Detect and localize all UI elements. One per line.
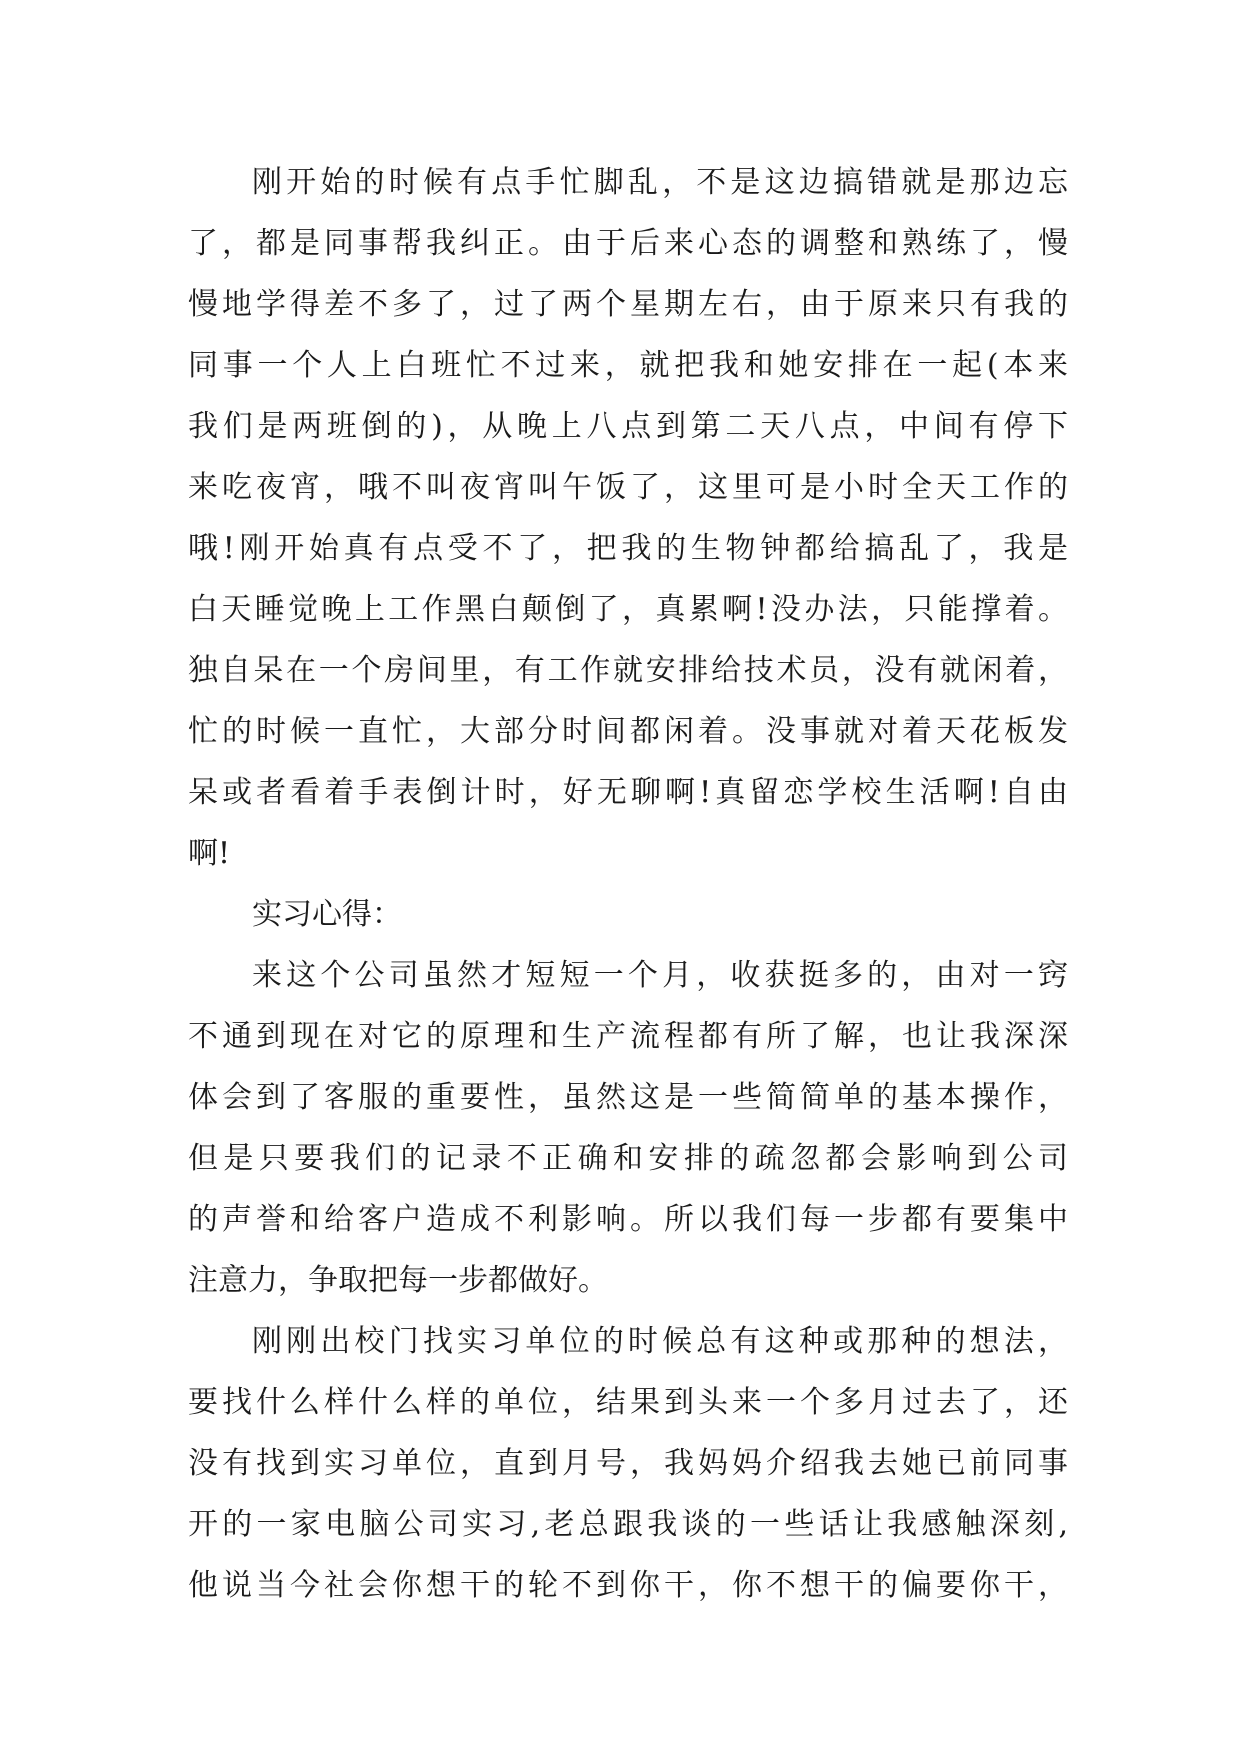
text-line: 独自呆在一个房间里，有工作就安排给技术员，没有就闲着， — [188, 653, 1068, 688]
text-line: 了，都是同事帮我纠正。由于后来心态的调整和熟练了，慢 — [188, 226, 1068, 261]
text-line: 呆或者看着手表倒计时，好无聊啊!真留恋学校生活啊!自由 — [188, 775, 1068, 810]
text-line: 但是只要我们的记录不正确和安排的疏忽都会影响到公司 — [188, 1141, 1068, 1176]
text-line: 同事一个人上白班忙不过来，就把我和她安排在一起(本来 — [188, 348, 1068, 383]
text-line: 啊! — [188, 836, 231, 871]
document-body — [188, 152, 1068, 1616]
text-line: 不通到现在对它的原理和生产流程都有所了解，也让我深深 — [188, 1019, 1068, 1054]
text-line: 刚开始的时候有点手忙脚乱，不是这边搞错就是那边忘 — [252, 165, 1068, 200]
text-line: 他说当今社会你想干的轮不到你干，你不想干的偏要你干， — [188, 1568, 1068, 1603]
text-line: 哦!刚开始真有点受不了，把我的生物钟都给搞乱了，我是 — [188, 531, 1068, 566]
text-line: 慢地学得差不多了，过了两个星期左右，由于原来只有我的 — [188, 287, 1068, 322]
text-line: 开的一家电脑公司实习,老总跟我谈的一些话让我感触深刻, — [188, 1507, 1068, 1542]
text-line: 实习心得： — [252, 897, 402, 932]
text-line: 体会到了客服的重要性，虽然这是一些简简单的基本操作， — [188, 1080, 1068, 1115]
text-line: 的声誉和给客户造成不利影响。所以我们每一步都有要集中 — [188, 1202, 1068, 1237]
text-line: 没有找到实习单位，直到月号，我妈妈介绍我去她已前同事 — [188, 1446, 1068, 1481]
text-line: 来这个公司虽然才短短一个月，收获挺多的，由对一窍 — [252, 958, 1068, 993]
text-line: 白天睡觉晚上工作黑白颠倒了，真累啊!没办法，只能撑着。 — [188, 592, 1068, 627]
text-line: 我们是两班倒的)，从晚上八点到第二天八点，中间有停下 — [188, 409, 1068, 444]
text-line: 忙的时候一直忙，大部分时间都闲着。没事就对着天花板发 — [188, 714, 1068, 749]
text-line: 刚刚出校门找实习单位的时候总有这种或那种的想法， — [252, 1324, 1068, 1359]
text-line: 要找什么样什么样的单位，结果到头来一个多月过去了，还 — [188, 1385, 1068, 1420]
text-line: 来吃夜宵，哦不叫夜宵叫午饭了，这里可是小时全天工作的 — [188, 470, 1068, 505]
text-line: 注意力，争取把每一步都做好。 — [188, 1263, 608, 1298]
